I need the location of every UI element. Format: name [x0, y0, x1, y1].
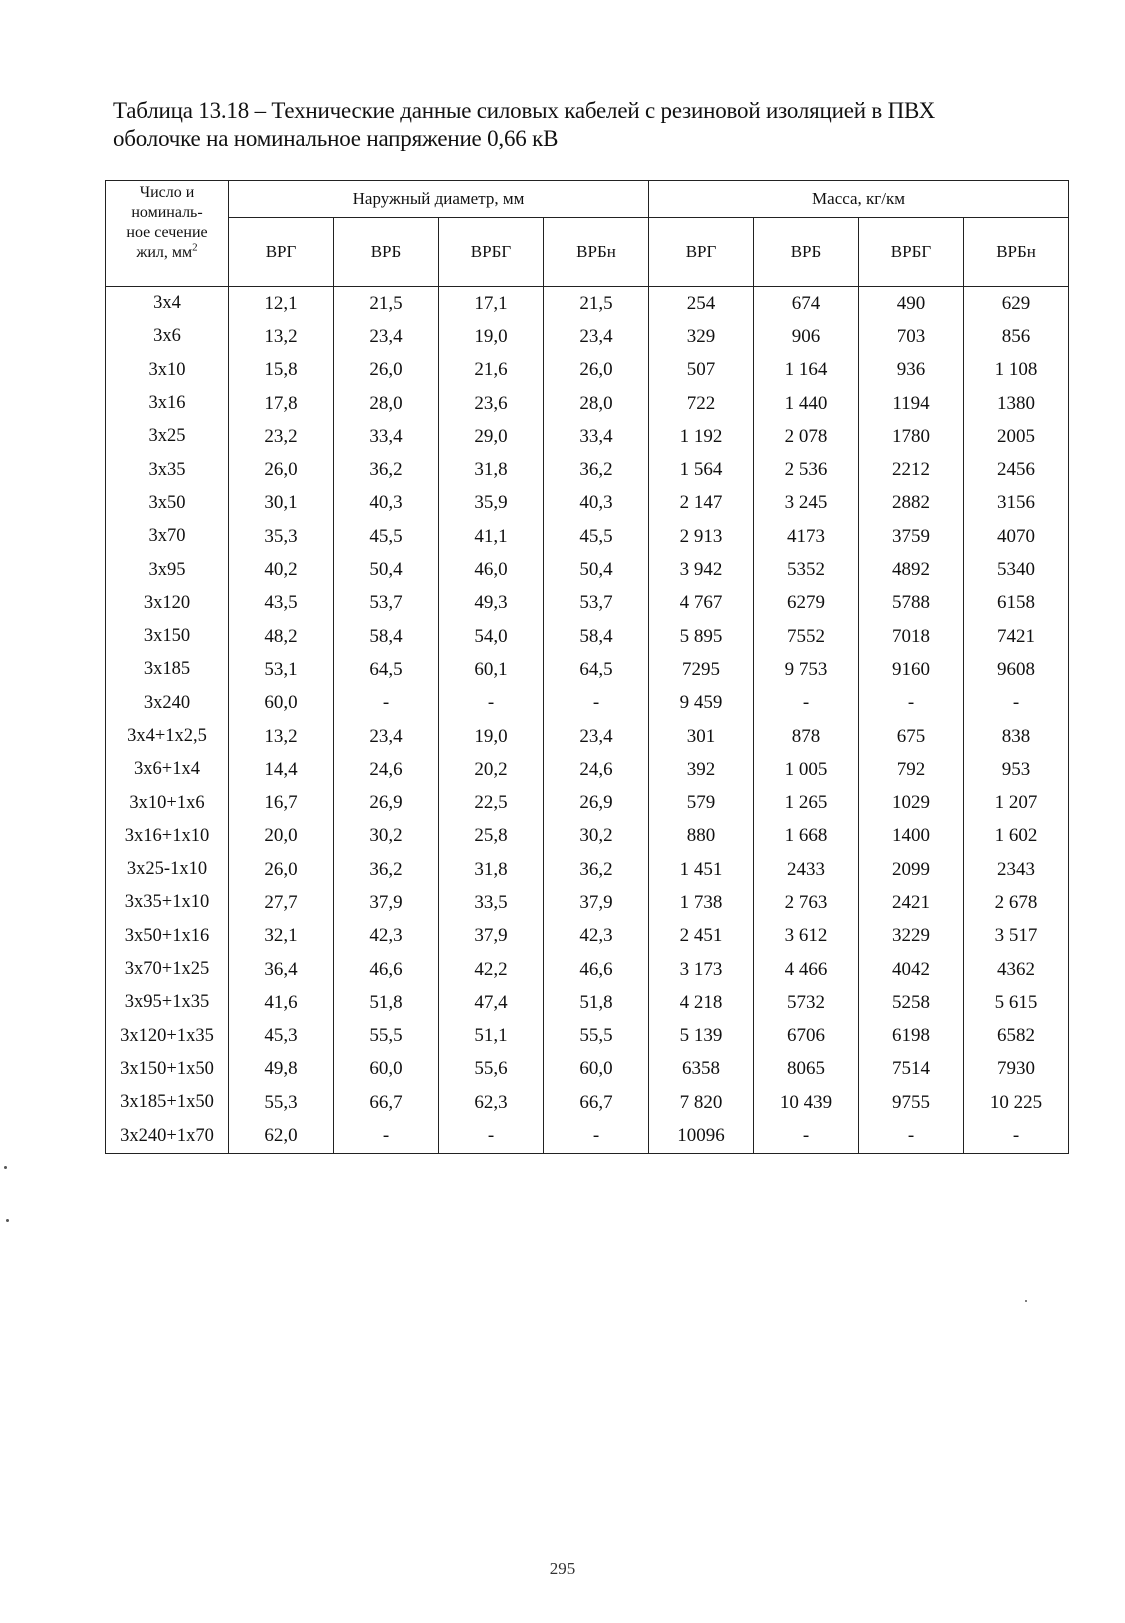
table-cell: 17,1 — [439, 287, 544, 321]
table-cell: 23,6 — [439, 387, 544, 420]
table-cell: 21,6 — [439, 354, 544, 387]
cross-section-cell: 3x70 — [106, 520, 229, 553]
table-cell: 5732 — [754, 986, 859, 1019]
table-cell: 2005 — [964, 420, 1069, 453]
table-cell: 1 207 — [964, 786, 1069, 819]
table-cell: 40,3 — [334, 487, 439, 520]
table-cell: 6706 — [754, 1020, 859, 1053]
table-cell: 40,3 — [544, 487, 649, 520]
table-cell: 51,8 — [334, 986, 439, 1019]
table-cell: 23,4 — [334, 320, 439, 353]
table-row — [106, 687, 1069, 720]
table-cell: 58,4 — [334, 620, 439, 653]
table-cell: 33,4 — [334, 420, 439, 453]
table-cell: 13,2 — [229, 320, 334, 353]
table-row — [106, 720, 1069, 753]
table-cell: 15,8 — [229, 354, 334, 387]
table-cell: 329 — [649, 320, 754, 353]
cross-section-cell: 3x95+1x35 — [106, 986, 229, 1019]
cross-section-cell: 3x10+1x6 — [106, 786, 229, 819]
table-cell: 2 678 — [964, 886, 1069, 919]
table-cell: 1 440 — [754, 387, 859, 420]
table-cell: 4070 — [964, 520, 1069, 553]
table-cell: 6158 — [964, 587, 1069, 620]
table-cell: 21,5 — [334, 287, 439, 321]
table-cell: 10 439 — [754, 1086, 859, 1119]
table-cell: 1 668 — [754, 820, 859, 853]
table-cell: 2212 — [859, 453, 964, 486]
table-cell: 2 147 — [649, 487, 754, 520]
table-body — [106, 287, 1069, 1154]
table-cell: 60,0 — [334, 1053, 439, 1086]
table-cell: 4892 — [859, 553, 964, 586]
corner-header-line-4 — [106, 243, 228, 263]
table-cell: - — [754, 1119, 859, 1153]
table-cell: 48,2 — [229, 620, 334, 653]
group-header-diameter: Наружный диаметр, мм — [229, 181, 649, 218]
table-cell: 29,0 — [439, 420, 544, 453]
table-cell: 5340 — [964, 553, 1069, 586]
table-cell: 5 895 — [649, 620, 754, 653]
table-cell: 26,0 — [229, 453, 334, 486]
cross-section-cell: 3x120 — [106, 587, 229, 620]
table-cell: 2 536 — [754, 453, 859, 486]
table-cell: 722 — [649, 387, 754, 420]
table-cell: 392 — [649, 753, 754, 786]
table-cell: 878 — [754, 720, 859, 753]
table-cell: 2421 — [859, 886, 964, 919]
table-cell: 5258 — [859, 986, 964, 1019]
table-cell: 50,4 — [544, 553, 649, 586]
header-row-groups — [106, 181, 1069, 218]
table-cell: 19,0 — [439, 320, 544, 353]
table-cell: 35,3 — [229, 520, 334, 553]
table-cell: 23,4 — [544, 320, 649, 353]
group-header-mass: Масса, кг/км — [649, 181, 1069, 218]
table-cell: 66,7 — [544, 1086, 649, 1119]
table-cell: 2099 — [859, 853, 964, 886]
table-cell: 33,4 — [544, 420, 649, 453]
cross-section-cell: 3x150+1x50 — [106, 1053, 229, 1086]
table-cell: 51,8 — [544, 986, 649, 1019]
table-cell: 49,3 — [439, 587, 544, 620]
table-cell: 45,3 — [229, 1020, 334, 1053]
table-cell: 1 451 — [649, 853, 754, 886]
table-cell: 1 164 — [754, 354, 859, 387]
column-header: ВРБн — [964, 218, 1069, 287]
table-cell: - — [964, 687, 1069, 720]
table-cell: 51,1 — [439, 1020, 544, 1053]
cross-section-cell: 3x185 — [106, 653, 229, 686]
column-header: ВРГ — [229, 218, 334, 287]
table-row — [106, 320, 1069, 353]
table-cell: 4362 — [964, 953, 1069, 986]
table-row — [106, 1119, 1069, 1153]
table-cell: 53,7 — [334, 587, 439, 620]
table-cell: 58,4 — [544, 620, 649, 653]
table-cell: 62,0 — [229, 1119, 334, 1153]
table-cell: 1 005 — [754, 753, 859, 786]
table-row — [106, 487, 1069, 520]
table-cell: 838 — [964, 720, 1069, 753]
table-cell: 8065 — [754, 1053, 859, 1086]
table-cell: 47,4 — [439, 986, 544, 1019]
table-cell: 60,1 — [439, 653, 544, 686]
table-cell: 33,5 — [439, 886, 544, 919]
table-row — [106, 287, 1069, 321]
table-cell: 7 820 — [649, 1086, 754, 1119]
table-cell: 7514 — [859, 1053, 964, 1086]
table-cell: 7930 — [964, 1053, 1069, 1086]
table-cell: 10096 — [649, 1119, 754, 1153]
table-cell: 2 078 — [754, 420, 859, 453]
table-row — [106, 453, 1069, 486]
corner-header — [106, 181, 229, 287]
caption-line-2: оболочке на номинальное напряжение 0,66 кВ — [113, 126, 559, 151]
table-cell: 31,8 — [439, 453, 544, 486]
table-cell: 53,7 — [544, 587, 649, 620]
corner-header-unit: жил, мм — [136, 244, 193, 261]
table-cell: 3 517 — [964, 920, 1069, 953]
table-cell: 27,7 — [229, 886, 334, 919]
table-cell: 6279 — [754, 587, 859, 620]
table-cell: 36,2 — [334, 453, 439, 486]
table-caption — [113, 97, 1013, 153]
table-cell: 54,0 — [439, 620, 544, 653]
table-cell: 14,4 — [229, 753, 334, 786]
table-cell: 4042 — [859, 953, 964, 986]
table-cell: 26,9 — [334, 786, 439, 819]
table-cell: - — [859, 1119, 964, 1153]
table-cell: 19,0 — [439, 720, 544, 753]
table-cell: 49,8 — [229, 1053, 334, 1086]
table-cell: 21,5 — [544, 287, 649, 321]
table-cell: 41,1 — [439, 520, 544, 553]
table-cell: 5 615 — [964, 986, 1069, 1019]
table-cell: 37,9 — [439, 920, 544, 953]
table-cell: 50,4 — [334, 553, 439, 586]
scan-speck — [1025, 1300, 1027, 1302]
table-cell: 9 753 — [754, 653, 859, 686]
table-cell: - — [439, 1119, 544, 1153]
table-cell: 953 — [964, 753, 1069, 786]
table-cell: 17,8 — [229, 387, 334, 420]
table-cell: - — [334, 1119, 439, 1153]
table-row — [106, 886, 1069, 919]
table-cell: 66,7 — [334, 1086, 439, 1119]
table-cell: 20,2 — [439, 753, 544, 786]
table-cell: 7421 — [964, 620, 1069, 653]
cross-section-cell: 3x50 — [106, 487, 229, 520]
table-cell: 26,0 — [334, 354, 439, 387]
table-cell: 4 466 — [754, 953, 859, 986]
table-cell: 490 — [859, 287, 964, 321]
table-cell: 6358 — [649, 1053, 754, 1086]
cross-section-cell: 3x50+1x16 — [106, 920, 229, 953]
table-cell: 2343 — [964, 853, 1069, 886]
table-cell: 1 265 — [754, 786, 859, 819]
table-row — [106, 920, 1069, 953]
table-cell: 20,0 — [229, 820, 334, 853]
table-cell: 1 564 — [649, 453, 754, 486]
cross-section-cell: 3x70+1x25 — [106, 953, 229, 986]
table-cell: 5352 — [754, 553, 859, 586]
table-cell: - — [859, 687, 964, 720]
table-cell: 1 192 — [649, 420, 754, 453]
table-cell: 3 612 — [754, 920, 859, 953]
table-cell: 507 — [649, 354, 754, 387]
table-cell: 46,6 — [334, 953, 439, 986]
table-cell: 856 — [964, 320, 1069, 353]
table-cell: 1194 — [859, 387, 964, 420]
table-cell: 5788 — [859, 587, 964, 620]
cross-section-cell: 3x150 — [106, 620, 229, 653]
table-cell: 16,7 — [229, 786, 334, 819]
table-cell: 9 459 — [649, 687, 754, 720]
cross-section-cell: 3x35+1x10 — [106, 886, 229, 919]
corner-header-line-2: номиналь- — [131, 204, 203, 221]
table-cell: 10 225 — [964, 1086, 1069, 1119]
table-row — [106, 587, 1069, 620]
table-cell: - — [754, 687, 859, 720]
table-cell: 7552 — [754, 620, 859, 653]
table-row — [106, 1086, 1069, 1119]
table-cell: 35,9 — [439, 487, 544, 520]
table-cell: 23,4 — [544, 720, 649, 753]
table-cell: 1 602 — [964, 820, 1069, 853]
column-header: ВРБ — [754, 218, 859, 287]
table-cell: 26,9 — [544, 786, 649, 819]
table-cell: 55,5 — [334, 1020, 439, 1053]
table-cell: 9160 — [859, 653, 964, 686]
table-cell: - — [439, 687, 544, 720]
table-cell: 1029 — [859, 786, 964, 819]
page-number: 295 — [549, 1559, 576, 1578]
table-cell: - — [334, 687, 439, 720]
table-cell: 60,0 — [229, 687, 334, 720]
table-cell: 2433 — [754, 853, 859, 886]
table-row — [106, 553, 1069, 586]
table-cell: 43,5 — [229, 587, 334, 620]
table-row — [106, 354, 1069, 387]
table-cell: 3759 — [859, 520, 964, 553]
table-cell: 28,0 — [544, 387, 649, 420]
table-cell: 1 108 — [964, 354, 1069, 387]
table-cell: 45,5 — [544, 520, 649, 553]
table-cell: 703 — [859, 320, 964, 353]
table-cell: 906 — [754, 320, 859, 353]
cross-section-cell: 3x10 — [106, 354, 229, 387]
table-row — [106, 753, 1069, 786]
table-cell: 301 — [649, 720, 754, 753]
table-cell: 1780 — [859, 420, 964, 453]
table-cell: 26,0 — [229, 853, 334, 886]
table-cell: 55,3 — [229, 1086, 334, 1119]
table-cell: 2 451 — [649, 920, 754, 953]
cross-section-cell: 3x240+1x70 — [106, 1119, 229, 1153]
table-cell: 62,3 — [439, 1086, 544, 1119]
table-cell: 37,9 — [334, 886, 439, 919]
table-cell: 25,8 — [439, 820, 544, 853]
table-row — [106, 1053, 1069, 1086]
table-cell: 23,4 — [334, 720, 439, 753]
table-cell: 53,1 — [229, 653, 334, 686]
table-cell: 4 218 — [649, 986, 754, 1019]
table-cell: 36,4 — [229, 953, 334, 986]
table-row — [106, 620, 1069, 653]
table-cell: 9608 — [964, 653, 1069, 686]
table-row — [106, 387, 1069, 420]
table-cell: 3229 — [859, 920, 964, 953]
cross-section-cell: 3x6 — [106, 320, 229, 353]
cross-section-cell: 3x35 — [106, 453, 229, 486]
table-cell: 7295 — [649, 653, 754, 686]
cross-section-cell: 3x240 — [106, 687, 229, 720]
table-cell: 13,2 — [229, 720, 334, 753]
cross-section-cell: 3x4+1x2,5 — [106, 720, 229, 753]
corner-header-line-1: Число и — [139, 184, 195, 201]
table-cell: 1 738 — [649, 886, 754, 919]
corner-header-line-3: ное сечение — [126, 224, 208, 241]
table-cell: 2 763 — [754, 886, 859, 919]
table-cell: 45,5 — [334, 520, 439, 553]
table-cell: 42,3 — [544, 920, 649, 953]
table-cell: 30,2 — [544, 820, 649, 853]
table-cell: 36,2 — [334, 853, 439, 886]
table-cell: 64,5 — [334, 653, 439, 686]
table-cell: 254 — [649, 287, 754, 321]
column-header: ВРБ — [334, 218, 439, 287]
table-cell: 579 — [649, 786, 754, 819]
table-cell: 792 — [859, 753, 964, 786]
table-cell: 2 913 — [649, 520, 754, 553]
table-cell: 674 — [754, 287, 859, 321]
table-cell: 55,6 — [439, 1053, 544, 1086]
table-cell: 22,5 — [439, 786, 544, 819]
column-header: ВРБн — [544, 218, 649, 287]
table-cell: 12,1 — [229, 287, 334, 321]
table-cell: 5 139 — [649, 1020, 754, 1053]
table-cell: 42,3 — [334, 920, 439, 953]
table-cell: 46,0 — [439, 553, 544, 586]
table-cell: 4173 — [754, 520, 859, 553]
table-row — [106, 820, 1069, 853]
table-cell: - — [544, 1119, 649, 1153]
table-cell: 1400 — [859, 820, 964, 853]
cross-section-cell: 3x16 — [106, 387, 229, 420]
table-cell: 36,2 — [544, 453, 649, 486]
table-cell: 1380 — [964, 387, 1069, 420]
table-cell: 30,2 — [334, 820, 439, 853]
cross-section-cell: 3x120+1x35 — [106, 1020, 229, 1053]
table-cell: 675 — [859, 720, 964, 753]
table-cell: 41,6 — [229, 986, 334, 1019]
column-header: ВРБГ — [859, 218, 964, 287]
column-header: ВРБГ — [439, 218, 544, 287]
table-cell: 64,5 — [544, 653, 649, 686]
table-cell: 9755 — [859, 1086, 964, 1119]
table-cell: 24,6 — [334, 753, 439, 786]
cross-section-cell: 3x25 — [106, 420, 229, 453]
column-header: ВРГ — [649, 218, 754, 287]
corner-header-sup: 2 — [192, 241, 198, 254]
table-cell: 3156 — [964, 487, 1069, 520]
table-cell: 6198 — [859, 1020, 964, 1053]
cable-data-table — [105, 180, 1069, 1154]
table-cell: 46,6 — [544, 953, 649, 986]
table-cell: 2882 — [859, 487, 964, 520]
cross-section-cell: 3x25-1x10 — [106, 853, 229, 886]
table-cell: 30,1 — [229, 487, 334, 520]
scan-speck — [6, 1219, 9, 1222]
table-cell: 60,0 — [544, 1053, 649, 1086]
cross-section-cell: 3x95 — [106, 553, 229, 586]
table-cell: 24,6 — [544, 753, 649, 786]
table-cell: 936 — [859, 354, 964, 387]
table-cell: 4 767 — [649, 587, 754, 620]
cross-section-cell: 3x185+1x50 — [106, 1086, 229, 1119]
table-cell: 880 — [649, 820, 754, 853]
table-cell: 42,2 — [439, 953, 544, 986]
table-cell: 7018 — [859, 620, 964, 653]
table-row — [106, 653, 1069, 686]
table-row — [106, 786, 1069, 819]
table-cell: 3 942 — [649, 553, 754, 586]
table-cell: 37,9 — [544, 886, 649, 919]
table-row — [106, 853, 1069, 886]
caption-line-1: Таблица 13.18 – Технические данные силовых кабелей с резиновой изоляцией в ПВХ — [113, 98, 936, 123]
table-cell: 55,5 — [544, 1020, 649, 1053]
table-row — [106, 420, 1069, 453]
table-cell: 26,0 — [544, 354, 649, 387]
header-row-cable-types — [106, 218, 1069, 287]
table-cell: 6582 — [964, 1020, 1069, 1053]
table-cell: 2456 — [964, 453, 1069, 486]
table-cell: 40,2 — [229, 553, 334, 586]
table-cell: 23,2 — [229, 420, 334, 453]
table-cell: 3 173 — [649, 953, 754, 986]
table-cell: 31,8 — [439, 853, 544, 886]
scan-speck — [4, 1166, 7, 1169]
cross-section-cell: 3x4 — [106, 287, 229, 321]
table-cell: 32,1 — [229, 920, 334, 953]
table-row — [106, 520, 1069, 553]
table-row — [106, 986, 1069, 1019]
table-cell: - — [964, 1119, 1069, 1153]
table-cell: 3 245 — [754, 487, 859, 520]
table-cell: 28,0 — [334, 387, 439, 420]
table-cell: 36,2 — [544, 853, 649, 886]
table-cell: - — [544, 687, 649, 720]
cross-section-cell: 3x6+1x4 — [106, 753, 229, 786]
table-row — [106, 1020, 1069, 1053]
cross-section-cell: 3x16+1x10 — [106, 820, 229, 853]
table-cell: 629 — [964, 287, 1069, 321]
table-row — [106, 953, 1069, 986]
